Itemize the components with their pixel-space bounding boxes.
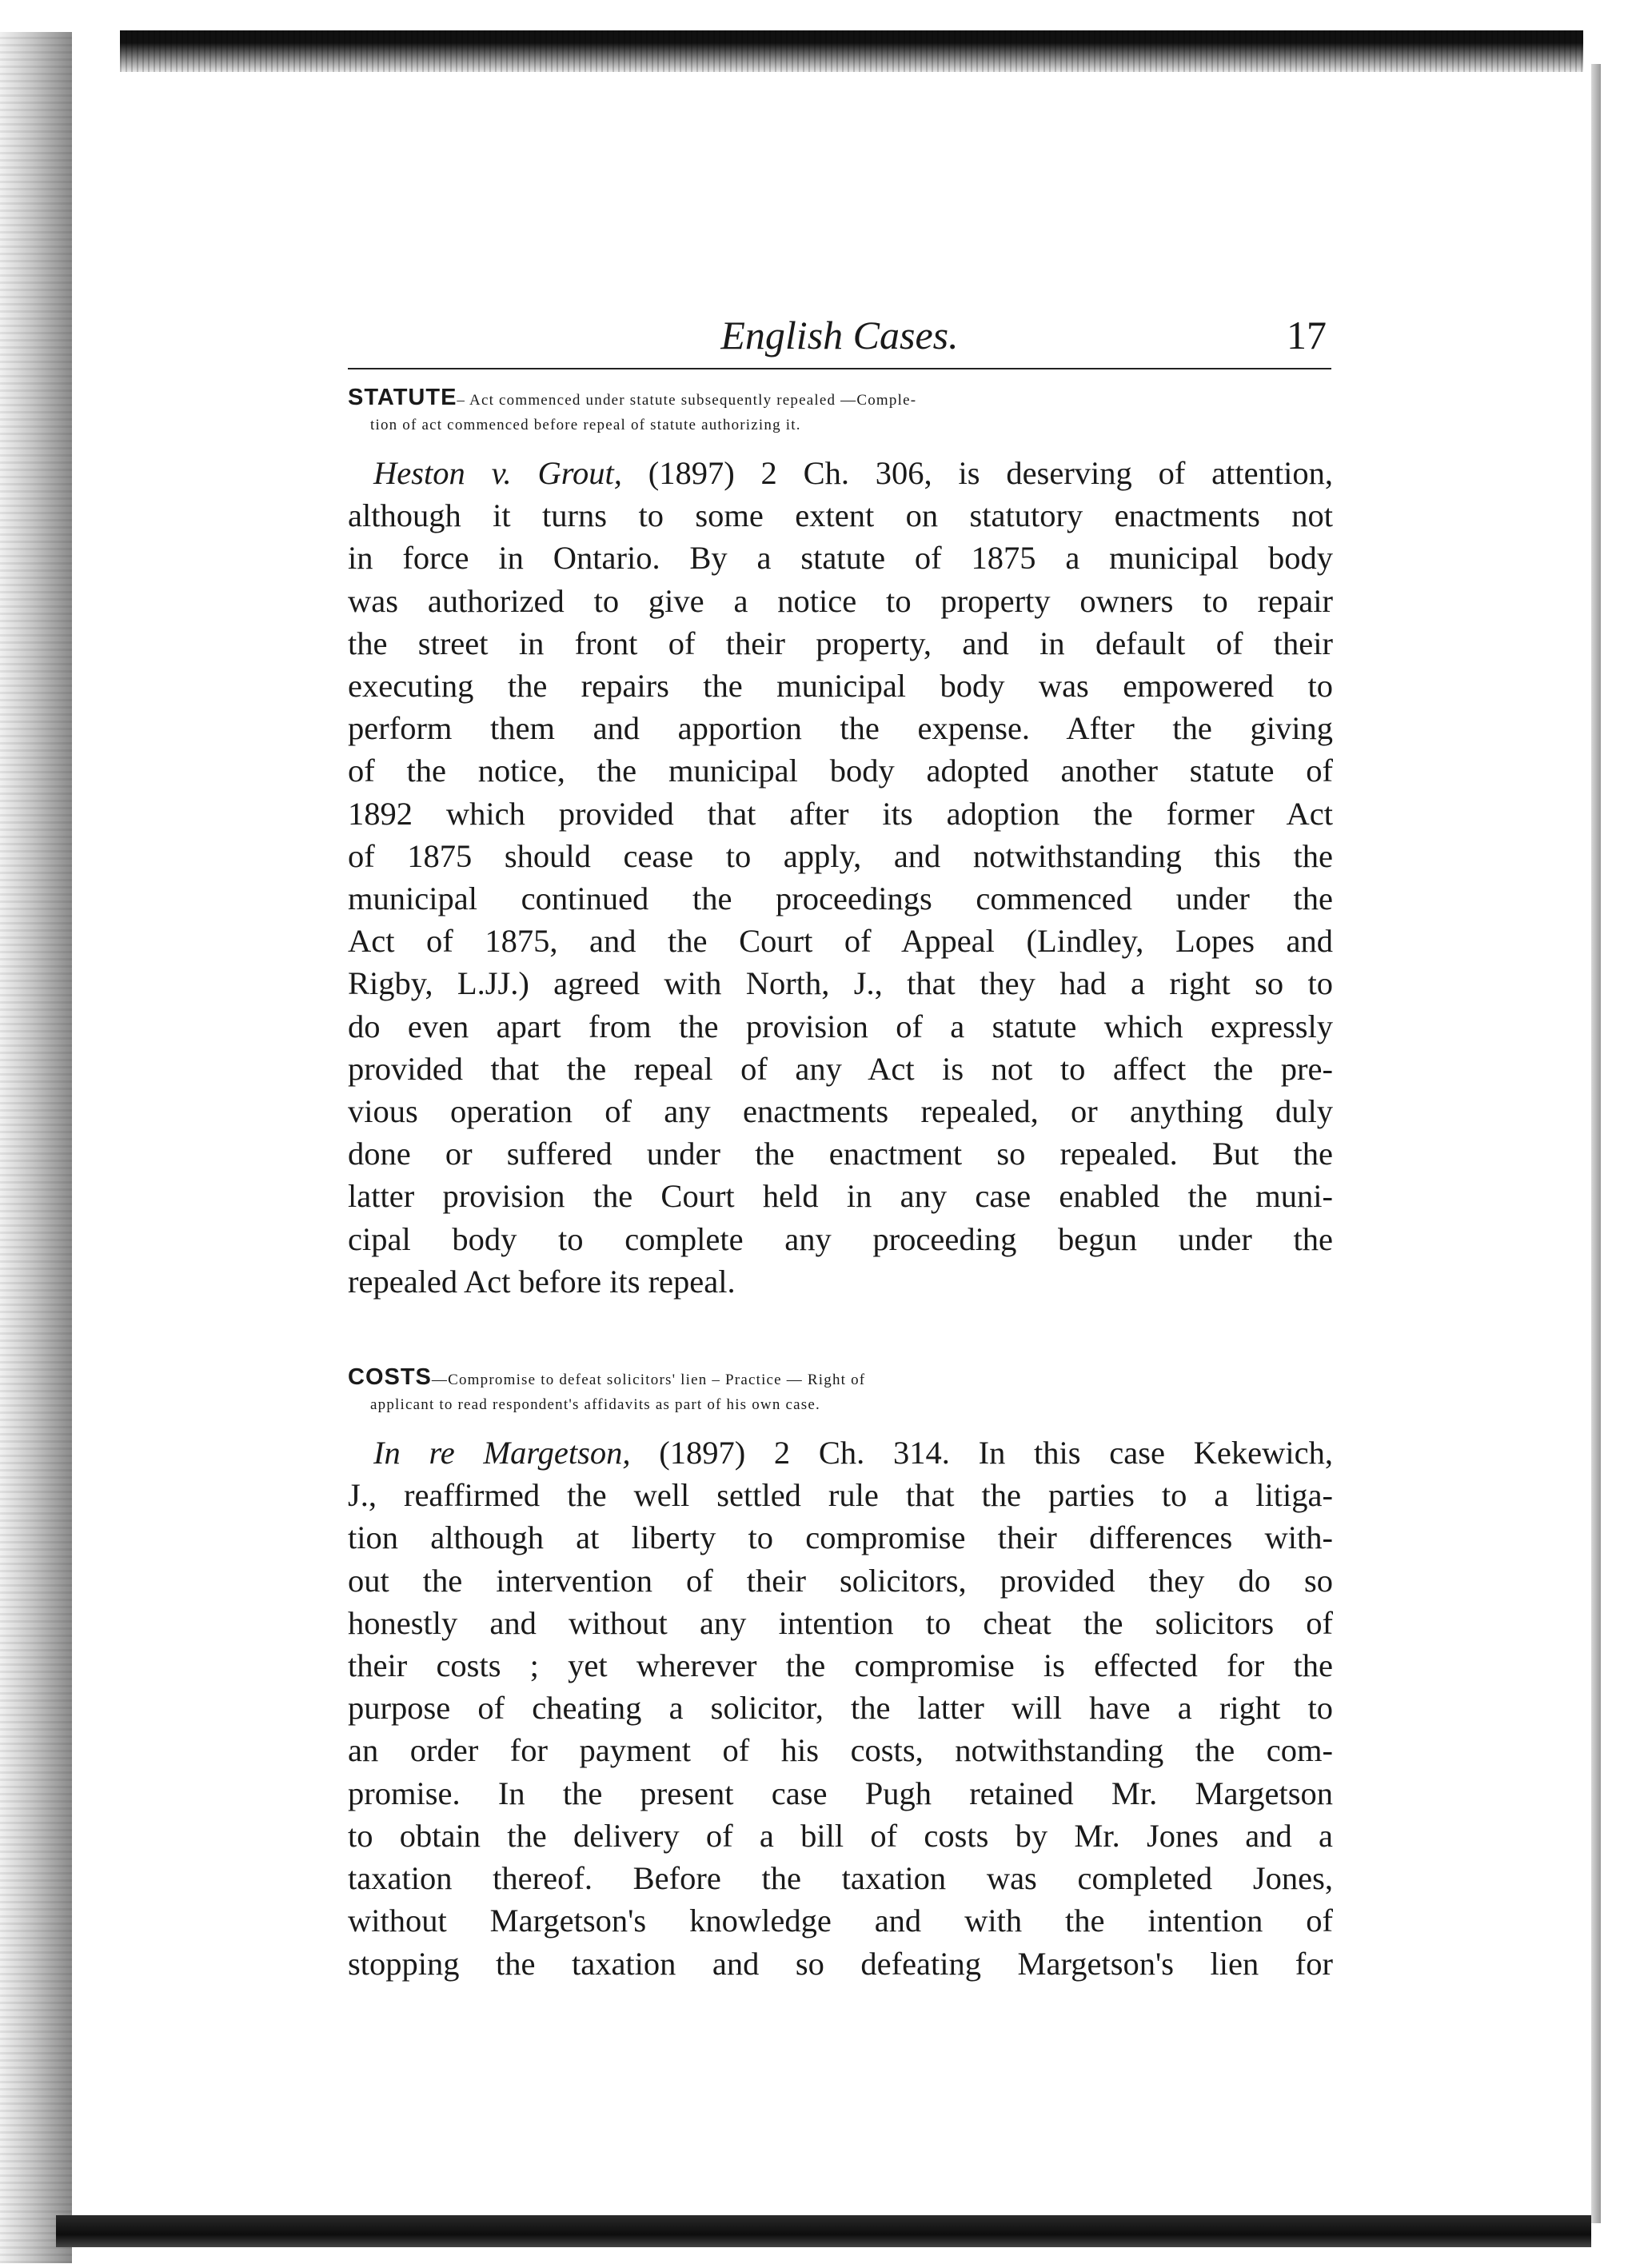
heading-line-2: applicant to read respondent's affidavits as part of his own case. (370, 1396, 820, 1414)
paragraph-line: provided that the repeal of any Act is not to affect the pre- (348, 1050, 1333, 1087)
heading-line-1: – Act commenced under statute subsequently repealed —Comple- (457, 392, 917, 409)
section-body (348, 1431, 1333, 1985)
paragraph-line: municipal continued the proceedings commenced under the (348, 880, 1333, 917)
paragraph-line: honestly and without any intention to cheat the solicitors of (348, 1604, 1333, 1641)
scan-edge-right (1591, 64, 1601, 2223)
paragraph-line: do even apart from the provision of a statute which expressly (348, 1008, 1333, 1044)
heading-line-1: —Compromise to defeat solicitors' lien – Practice — Right of (431, 1372, 866, 1389)
paragraph-line: in force in Ontario. By a statute of 1875 a municipal body (348, 540, 1333, 577)
paragraph-line: vious operation of any enactments repealed, or anything duly (348, 1093, 1333, 1130)
paragraph-line: their costs ; yet wherever the compromise is effected for the (348, 1647, 1333, 1684)
section-costs (348, 1365, 1339, 1985)
paragraph-line: to obtain the delivery of a bill of costs by Mr. Jones and a (348, 1817, 1333, 1854)
section-spacer (348, 1303, 1339, 1349)
case-name-rest: v. Grout, (491, 455, 622, 491)
heading-line-2: tion of act commenced before repeal of statute authorizing it. (370, 417, 801, 433)
paragraph-line: taxation thereof. Before the taxation was completed Jones, (348, 1860, 1333, 1897)
section-heading (348, 385, 1339, 437)
paragraph-line: Act of 1875, and the Court of Appeal (Lindley, Lopes and (348, 923, 1333, 960)
paragraph-line: without Margetson's knowledge and with the intention of (348, 1903, 1333, 1939)
page-header (348, 304, 1331, 369)
paragraph-line: stopping the taxation and so defeating Margetson's lien for (348, 1945, 1333, 1982)
scan-edge-top (120, 30, 1583, 72)
scan-edge-bottom (56, 2215, 1591, 2247)
paragraph-line: the street in front of their property, and in default of their (348, 625, 1333, 661)
paragraph-line: executing the repairs the municipal body was empowered to (348, 668, 1333, 705)
section-body (348, 452, 1333, 1303)
page-number: 17 (1287, 313, 1327, 357)
paragraph-line: 1892 which provided that after its adoption the former Act (348, 795, 1333, 832)
section-heading (348, 1365, 1339, 1417)
paragraph-line: done or suffered under the enactment so repealed. But the (348, 1136, 1333, 1172)
paragraph-line: out the intervention of their solicitors, provided they do so (348, 1562, 1333, 1599)
paragraph-line: an order for payment of his costs, notwithstanding the com- (348, 1732, 1333, 1769)
paragraph-line: purpose of cheating a solicitor, the latter will have a right to (348, 1690, 1333, 1727)
paragraph-line: promise. In the present case Pugh retained Mr. Margetson (348, 1775, 1333, 1811)
case-name: Heston (373, 455, 465, 491)
paragraph-line (348, 1431, 1333, 1474)
paragraph-line: of 1875 should cease to apply, and notwithstanding this the (348, 837, 1333, 874)
paragraph-line: repealed Act before its repeal. (348, 1263, 736, 1300)
document-page (348, 304, 1339, 1985)
heading-lead: COSTS (348, 1364, 432, 1391)
line-text: (1897) 2 Ch. 306, is deserving of attention, (621, 455, 1334, 491)
paragraph-line: Rigby, L.JJ.) agreed with North, J., that they had a right so to (348, 965, 1333, 1002)
paragraph-line (348, 452, 1333, 494)
heading-lead: STATUTE (348, 385, 457, 410)
running-title: English Cases. (720, 313, 959, 357)
case-name: In re Margetson, (373, 1435, 631, 1471)
paragraph-line: of the notice, the municipal body adopted another statute of (348, 753, 1333, 789)
line-text: (1897) 2 Ch. 314. In this case Kekewich, (630, 1435, 1333, 1471)
paragraph-line: J., reaffirmed the well settled rule that the parties to a litiga- (348, 1477, 1333, 1514)
paragraph-line: was authorized to give a notice to property owners to repair (348, 582, 1333, 619)
section-statute (348, 385, 1339, 1303)
paragraph-line: cipal body to complete any proceeding begun under the (348, 1220, 1333, 1257)
paragraph-line: perform them and apportion the expense. After the giving (348, 710, 1333, 747)
paragraph-line: latter provision the Court held in any case enabled the muni- (348, 1178, 1333, 1215)
paragraph-line: tion although at liberty to compromise their differences with- (348, 1519, 1333, 1556)
scan-edge-left (0, 32, 72, 2263)
paragraph-line: although it turns to some extent on statutory enactments not (348, 497, 1333, 534)
